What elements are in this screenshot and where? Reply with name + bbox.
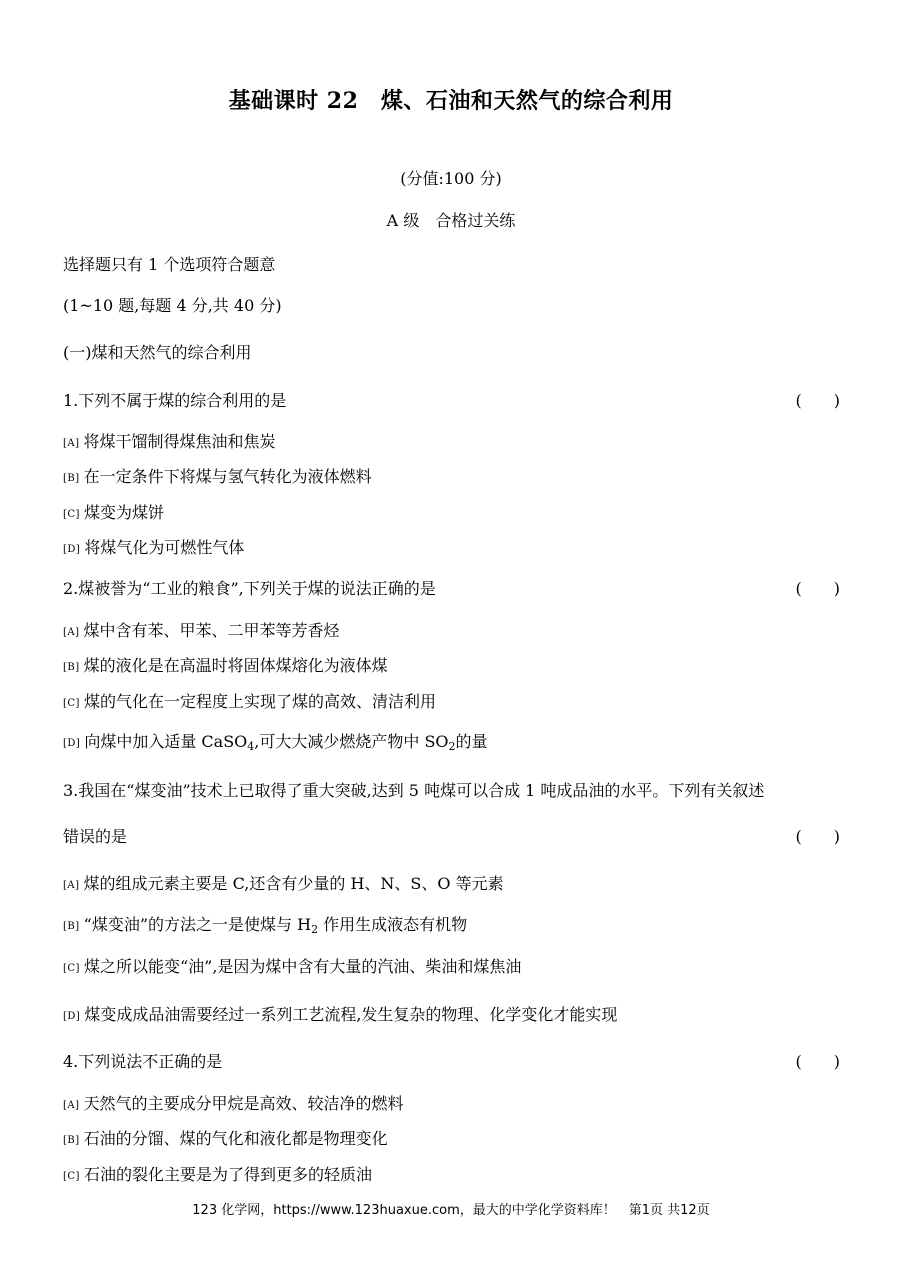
page-title: 基础课时 22 煤、石油和天然气的综合利用 [228,88,674,114]
question-3-stem-line2: 错误的是 [63,827,128,846]
question-4-option-b: [B] 石油的分馏、煤的气化和液化都是物理变化 [63,1129,388,1148]
score-info: (分值:100 分) [400,169,502,188]
instruction: 选择题只有 1 个选项符合题意 [63,255,276,274]
question-1-stem: 1.下列不属于煤的综合利用的是 [63,391,287,410]
question-2-stem: 2.煤被誉为“工业的粮食”,下列关于煤的说法正确的是 [63,579,436,598]
level-heading: A 级 合格过关练 [386,211,516,230]
question-3-option-c: [C] 煤之所以能变“油”,是因为煤中含有大量的汽油、柴油和煤焦油 [63,957,522,976]
section-heading: (一)煤和天然气的综合利用 [63,343,252,362]
question-4-option-a: [A] 天然气的主要成分甲烷是高效、较洁净的燃料 [63,1094,404,1113]
question-4-stem: 4.下列说法不正确的是 [63,1052,223,1071]
question-2-option-a: [A] 煤中含有苯、甲苯、二甲苯等芳香烃 [63,621,340,640]
question-1-option-c: [C] 煤变为煤饼 [63,503,164,522]
question-3-option-b: [B] “煤变油”的方法之一是使煤与 $H_2$ 作用生成液态有机物 [63,915,468,936]
answer-blank-4: ( ) [795,1052,840,1071]
answer-blank-1: ( ) [795,391,840,410]
question-2-option-c: [C] 煤的气化在一定程度上实现了煤的高效、清洁利用 [63,692,436,711]
answer-blank-3: ( ) [795,827,840,846]
question-3-option-a: [A] 煤的组成元素主要是 C,还含有少量的 H、N、S、O 等元素 [63,874,504,893]
question-1-option-d: [D] 将煤气化为可燃性气体 [63,538,245,557]
question-4-option-c: [C] 石油的裂化主要是为了得到更多的轻质油 [63,1165,372,1184]
question-2-option-b: [B] 煤的液化是在高温时将固体煤熔化为液体煤 [63,656,388,675]
question-1-option-b: [B] 在一定条件下将煤与氢气转化为液体燃料 [63,467,372,486]
question-3-stem-line1: 3.我国在“煤变油”技术上已取得了重大突破,达到 5 吨煤可以合成 1 吨成品油的水平。下列有关叙述 [63,781,765,800]
question-3-option-d: [D] 煤变成成品油需要经过一系列工艺流程,发生复杂的物理、化学变化才能实现 [63,1005,618,1024]
page-footer: 123 化学网，https://www.123huaxue.com，最大的中学化学资料库！ 第1页 共12页 [192,1203,710,1218]
question-1-option-a: [A] 将煤干馏制得煤焦油和焦炭 [63,432,276,451]
answer-blank-2: ( ) [795,579,840,598]
instruction-detail: (1~10 题,每题 4 分,共 40 分) [63,296,282,315]
question-2-option-d: [D] 向煤中加入适量 CaSO$_4$,可大大减少燃烧产物中 $SO_2$的量 [63,732,488,753]
